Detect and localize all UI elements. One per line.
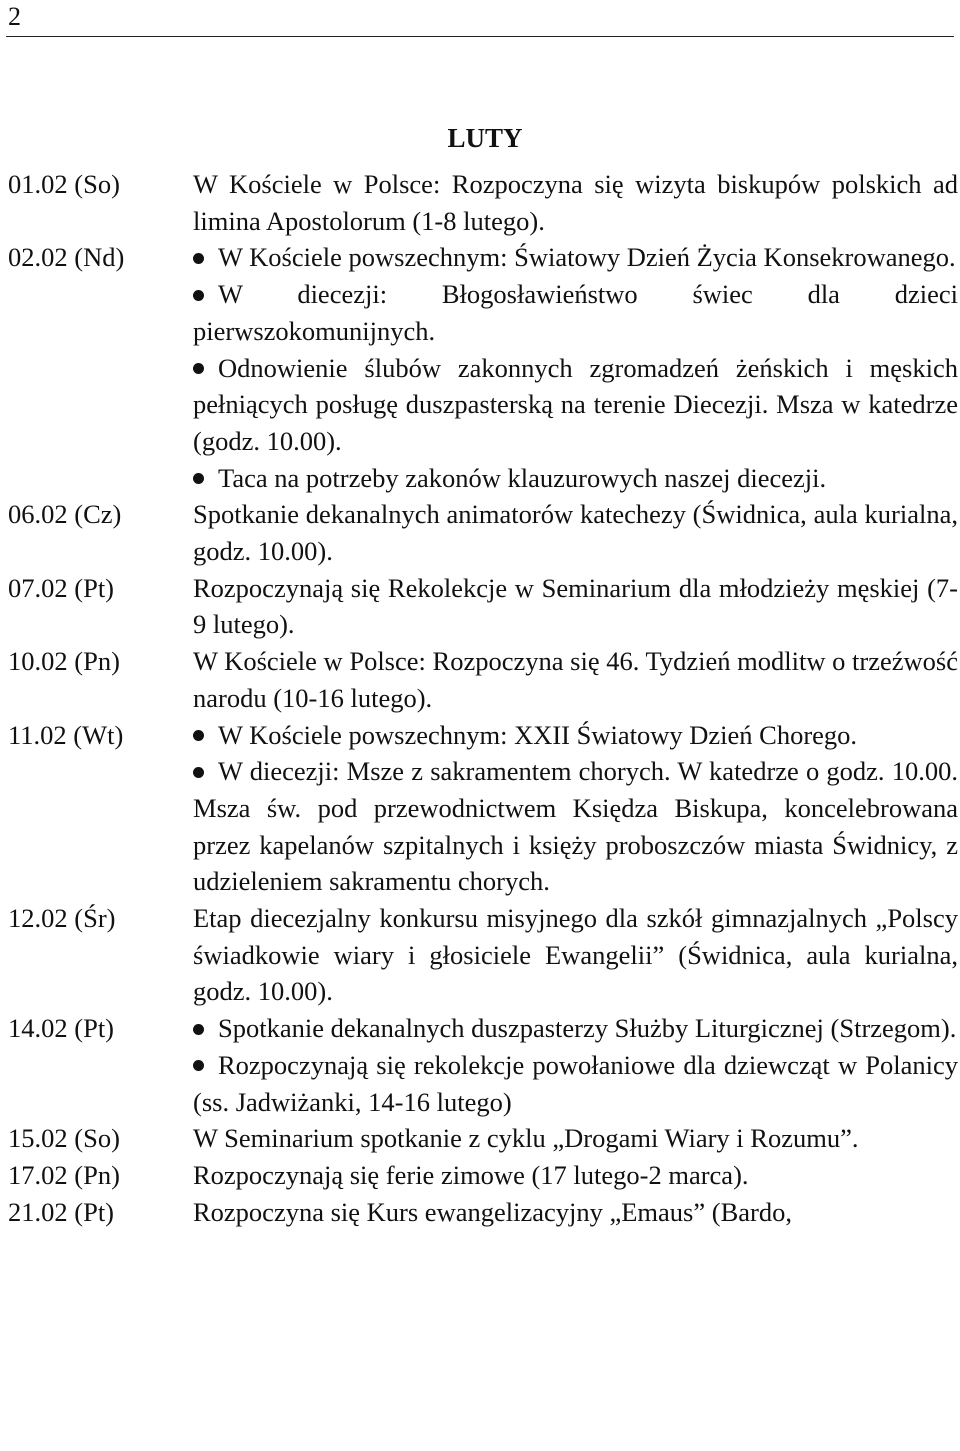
entry-body (193, 239, 958, 496)
calendar-entry (0, 717, 960, 901)
bullet-item (193, 753, 958, 900)
entry-body (193, 570, 958, 643)
calendar-entries (0, 166, 960, 1230)
bullet-item (193, 717, 958, 754)
entry-text (193, 1157, 958, 1194)
bullet-item (193, 1047, 958, 1120)
entry-text (193, 166, 958, 239)
entry-body (193, 900, 958, 1010)
bullet-item (193, 276, 958, 349)
paragraph-text: Rozpoczynają się Rekolekcje w Seminarium dla młodzieży męskiej (7-9 lutego). (193, 572, 958, 640)
entry-date: 15.02 (So) (8, 1123, 120, 1154)
month-title: LUTY (447, 123, 523, 153)
calendar-entry (0, 239, 960, 496)
entry-date: 12.02 (Śr) (8, 903, 116, 934)
paragraph-text: Rozpoczynają się ferie zimowe (17 lutego-2 marca). (193, 1159, 749, 1190)
entry-date: 14.02 (Pt) (8, 1013, 114, 1044)
calendar-entry (0, 1120, 960, 1157)
bullet-item (193, 239, 958, 276)
bullet-icon (193, 253, 204, 264)
bullet-icon (193, 1060, 204, 1071)
calendar-entry (0, 496, 960, 569)
entry-body (193, 717, 958, 901)
paragraph-text: Rozpoczynają się rekolekcje powołaniowe dla dziewcząt w Polanicy (ss. Jadwiżanki, 14-16 lutego) (193, 1049, 958, 1117)
entry-date: 01.02 (So) (8, 169, 120, 199)
entry-date: 06.02 (Cz) (8, 499, 122, 530)
paragraph-text: W diecezji: Msze z sakramentem chorych. W katedrze o godz. 10.00. Msza św. pod przewodnictwem Księdza Biskupa, koncelebrowana przez kapelanów szpitalnych i księży proboszczów miasta Świdnicy, z udzieleniem sakramentu chorych. (193, 756, 958, 897)
calendar-entry (0, 1157, 960, 1194)
entry-date: 02.02 (Nd) (8, 242, 125, 273)
entry-date: 21.02 (Pt) (8, 1196, 114, 1227)
calendar-entry (0, 1010, 960, 1120)
entry-text (193, 1120, 958, 1157)
entry-date: 17.02 (Pn) (8, 1159, 120, 1190)
calendar-entry (0, 570, 960, 643)
paragraph-text: Spotkanie dekanalnych animatorów katechezy (Świdnica, aula kurialna, godz. 10.00). (193, 499, 958, 567)
bullet-item (193, 1010, 958, 1047)
entry-body (193, 166, 958, 239)
bullet-item (193, 350, 958, 460)
paragraph-text: W Kościele w Polsce: Rozpoczyna się 46. Tydzień modlitw o trzeźwość narodu (10-16 lutego). (193, 646, 958, 713)
entry-text (193, 570, 958, 643)
entry-body (193, 643, 958, 716)
paragraph-text: Odnowienie ślubów zakonnych zgromadzeń żeńskich i męskich pełniących posługę duszpasterską na terenie Diecezji. Msza w katedrze (godz. 10.00). (193, 352, 958, 456)
calendar-entry (0, 166, 960, 239)
entry-body (193, 496, 958, 569)
bullet-icon (193, 767, 204, 778)
entry-text (193, 900, 958, 1010)
paragraph-text: W Kościele w Polsce: Rozpoczyna się wizyta biskupów polskich ad limina Apostolorum (1-8 lutego). (193, 169, 958, 236)
entry-date: 10.02 (Pn) (8, 646, 120, 677)
header-rule (6, 36, 954, 37)
calendar-entry (0, 900, 960, 1010)
bullet-icon (193, 473, 204, 484)
paragraph-text: W diecezji: Błogosławieństwo świec dla dzieci pierwszokomunijnych. (193, 279, 958, 346)
bullet-item (193, 460, 958, 497)
paragraph-text: W Seminarium spotkanie z cyklu „Drogami Wiary i Rozumu”. (193, 1123, 859, 1154)
bullet-icon (193, 730, 204, 741)
entry-text (193, 1194, 958, 1231)
paragraph-text: W Kościele powszechnym: Światowy Dzień Życia Konsekrowanego. (218, 242, 956, 273)
entry-body (193, 1010, 958, 1120)
entry-text (193, 496, 958, 569)
paragraph-text: Taca na potrzeby zakonów klauzurowych naszej diecezji. (218, 462, 827, 493)
bullet-icon (193, 1024, 204, 1035)
paragraph-text: W Kościele powszechnym: XXII Światowy Dzień Chorego. (218, 719, 858, 750)
paragraph-text: Rozpoczyna się Kurs ewangelizacyjny „Emaus” (Bardo, (193, 1196, 792, 1227)
calendar-entry (0, 643, 960, 716)
paragraph-text: Spotkanie dekanalnych duszpasterzy Służby Liturgicznej (Strzegom). (218, 1013, 957, 1044)
bullet-icon (193, 363, 204, 374)
entry-text (193, 643, 958, 716)
entry-date: 07.02 (Pt) (8, 572, 114, 603)
entry-date: 11.02 (Wt) (8, 719, 124, 750)
entry-body (193, 1157, 958, 1194)
paragraph-text: Etap diecezjalny konkursu misyjnego dla szkół gimnazjalnych „Polscy świadkowie wiary i głosiciele Ewangelii” (Świdnica, aula kurialna, godz. 10.00). (193, 903, 958, 1007)
page-number: 2 (8, 2, 21, 31)
entry-body (193, 1120, 958, 1157)
bullet-icon (193, 290, 204, 301)
calendar-entry (0, 1194, 960, 1231)
entry-body (193, 1194, 958, 1231)
